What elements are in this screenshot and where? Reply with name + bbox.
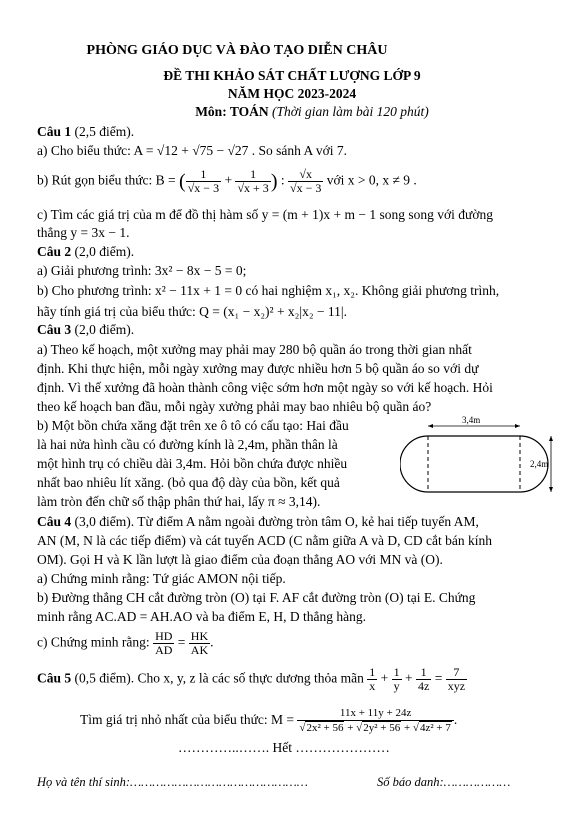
q1-points: (2,5 điểm). <box>74 124 135 139</box>
subject-line <box>20 104 584 120</box>
q4-b-line1: b) Đường thẳng CH cắt đường tròn (O) tại F. AF cắt đường tròn (O) tại E. Chứng <box>37 590 476 605</box>
q3-a-line2: định. Khi thực hiện, mỗi ngày xưởng may được nhiều hơn 5 bộ quần áo so với dự <box>37 361 479 376</box>
q4-points: (3,0 điểm). <box>74 514 135 529</box>
time-limit: (Thời gian làm bài 120 phút) <box>271 104 429 119</box>
q3-b-line5: làm tròn đến chữ số thập phân thứ hai, lấy π ≈ 3,14). <box>37 494 321 509</box>
q3-b-line3: một hình trụ có chiều dài 3,4m. Hỏi bồn chứa được nhiều <box>37 456 348 471</box>
candidate-name-field: Họ và tên thí sinh:………………………………………… <box>37 775 308 789</box>
diameter-arrow-top <box>549 436 553 441</box>
school-year: NĂM HỌC 2023-2024 <box>227 86 357 101</box>
q2-points: (2,0 điểm). <box>74 244 135 259</box>
q4-line1 <box>37 514 479 530</box>
q3-points: (2,0 điểm). <box>74 322 135 337</box>
length-arrow-left <box>428 424 433 428</box>
q1-a: a) Cho biểu thức: A = √12 + √75 − √27 . So sánh A với 7. <box>37 143 348 158</box>
q2-b-line2: hãy tính giá trị của biểu thức: Q = (x₁ − x₂)² + x₂|x₂ − 11|. <box>37 304 347 319</box>
diameter-arrow-bottom <box>549 487 553 492</box>
q1-label: Câu 1 <box>37 124 72 139</box>
diameter-label: 2,4m <box>530 459 549 469</box>
q1-heading <box>37 124 134 140</box>
q1-b-label: b) Rút gọn biểu thức: B = <box>37 172 176 188</box>
q2-b-line1: b) Cho phương trình: x² − 11x + 1 = 0 có hai nghiệm x₁, x₂. Không giải phương trình, <box>37 283 500 298</box>
q4-line3: OM). Gọi H và K lần lượt là giao điểm của đoạn thẳng AO với MN và (O). <box>37 552 443 567</box>
length-label: 3,4m <box>462 415 481 425</box>
q5-points: (0,5 điểm). <box>74 670 135 686</box>
q1-b-condition: với x > 0, x ≠ 9 . <box>326 172 417 188</box>
q5-question: Tìm giá trị nhỏ nhất của biểu thức: M = <box>80 712 295 728</box>
q2-heading <box>37 244 134 260</box>
q4-c: c) Chứng minh rằng: $\frac{HD}{AD}$ = $\frac{HK}{AK}$ . <box>37 629 214 657</box>
q3-b-line2: là hai nửa hình cầu có đường kính là 2,4m, phần thân là <box>37 437 338 452</box>
department-name: PHÒNG GIÁO DỤC VÀ ĐÀO TẠO DIỄN CHÂU <box>86 43 388 58</box>
q2-label: Câu 2 <box>37 244 72 259</box>
q3-label: Câu 3 <box>37 322 72 337</box>
q1-c-line2: thẳng y = 3x − 1. <box>37 225 130 240</box>
exam-title: ĐỀ THI KHẢO SÁT CHẤT LƯỢNG LỚP 9 <box>163 68 421 83</box>
q4-label: Câu 4 <box>37 514 72 529</box>
q3-a-line4: theo kế hoạch ban đầu, mỗi ngày xưởng phải may bao nhiêu bộ quần áo? <box>37 399 432 414</box>
q5-line1: Câu 5 (0,5 điểm). Cho x, y, z là các số thực dương thỏa mãn $\frac{1}{x}$ + $\frac{1}{y}$ + $\frac{1}{4z}$ = $\frac{7}{\text{xyz}}$ <box>37 665 466 693</box>
end-marker: …………..……. Hết ………………… <box>178 740 390 755</box>
q1-b: b) Rút gọn biểu thức: B = ( $\frac{1}{√x - 3}$ + $\frac{1}{√x + 3}$ ) : $\frac{√x}{√x - 3}$ với x > 0, x ≠ 9 . <box>37 167 417 195</box>
q4-a: a) Chứng minh rằng: Tứ giác AMON nội tiếp. <box>37 571 286 586</box>
length-arrow-right <box>515 424 520 428</box>
q3-heading <box>37 322 134 338</box>
subject-label: Môn: TOÁN <box>195 104 269 119</box>
q5-condition: Cho x, y, z là các số thực dương thỏa mãn <box>137 670 364 686</box>
fuel-tank-figure <box>400 414 560 500</box>
q3-a-line1: a) Theo kế hoạch, một xưởng may phải may 280 bộ quần áo trong thời gian nhất <box>37 342 472 357</box>
q3-a-line3: định. Vì thế xưởng đã hoàn thành công việc sớm hơn một ngày so với kế hoạch. Hỏi <box>37 380 493 395</box>
q3-b-line1: b) Một bồn chứa xăng đặt trên xe ô tô có cấu tạo: Hai đầu <box>37 418 349 433</box>
candidate-number-field: Số báo danh:……………… <box>377 775 511 789</box>
tank-outline <box>400 436 548 492</box>
q2-a: a) Giải phương trình: 3x² − 8x − 5 = 0; <box>37 263 247 278</box>
q4-c-label: c) Chứng minh rằng: <box>37 634 150 650</box>
q5-line2: Tìm giá trị nhỏ nhất của biểu thức: M = $\frac{11x + 11y + 24z}{\text{√2x² + 56 + √2y² + 56 + √4z² + 7}}$ . <box>80 707 458 734</box>
q3-b-line4: nhất bao nhiêu lít xăng. (bỏ qua độ dày của bồn, kết quả <box>37 475 340 490</box>
q4-intro: Từ điểm A nằm ngoài đường tròn tâm O, kẻ hai tiếp tuyến AM, <box>137 514 479 529</box>
q1-c-line1: c) Tìm các giá trị của m để đồ thị hàm số y = (m + 1)x + m − 1 song song với đường <box>37 207 493 222</box>
q5-label: Câu 5 <box>37 670 72 686</box>
q4-b-line2: minh rằng AC.AD = AH.AO và ba điểm E, H, D thẳng hàng. <box>37 609 366 624</box>
q4-line2: AN (M, N là các tiếp điểm) và cát tuyến ACD (C nằm giữa A và D, CD cắt bán kính <box>37 533 492 548</box>
